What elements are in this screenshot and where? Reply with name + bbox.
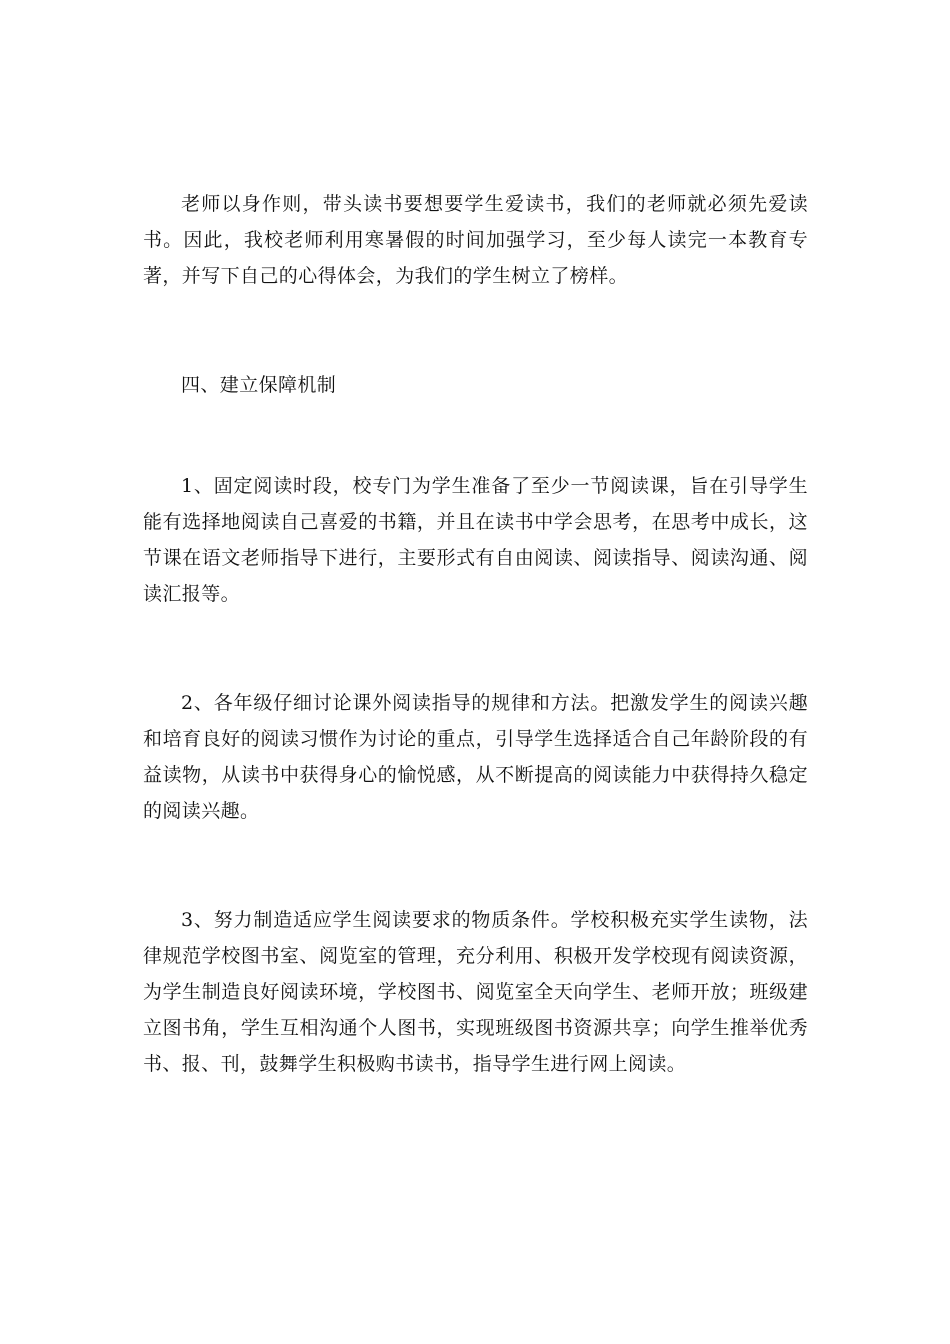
paragraph-teachers-lead: 老师以身作则，带头读书要想要学生爱读书，我们的老师就必须先爱读书。因此，我校老师利用寒暑假的时间加强学习，至少每人读完一本教育专著，并写下自己的心得体会，为我们的学生树立了榜样。	[143, 193, 808, 287]
item-3-material-conditions: 3、努力制造适应学生阅读要求的物质条件。学校积极充实学生读物，法律规范学校图书室、阅览室的管理，充分利用、积极开发学校现有阅读资源，为学生制造良好阅读环境，学校图书、阅览室全天向学生、老师开放；班级建立图书角，学生互相沟通个人图书，实现班级图书资源共享；向学生推举优秀书、报、刊，鼓舞学生积极购书读书，指导学生进行网上阅读。	[143, 909, 808, 1075]
item-1-reading-time: 1、固定阅读时段，校专门为学生准备了至少一节阅读课，旨在引导学生能有选择地阅读自己喜爱的书籍，并且在读书中学会思考，在思考中成长，这节课在语文老师指导下进行，主要形式有自由阅读、阅读指导、阅读沟通、阅读汇报等。	[143, 475, 808, 605]
section-heading: 四、建立保障机制	[181, 374, 337, 396]
item-2-reading-guidance: 2、各年级仔细讨论课外阅读指导的规律和方法。把激发学生的阅读兴趣和培育良好的阅读习惯作为讨论的重点，引导学生选择适合自己年龄阶段的有益读物，从读书中获得身心的愉悦感，从不断提高的阅读能力中获得持久稳定的阅读兴趣。	[143, 692, 808, 822]
